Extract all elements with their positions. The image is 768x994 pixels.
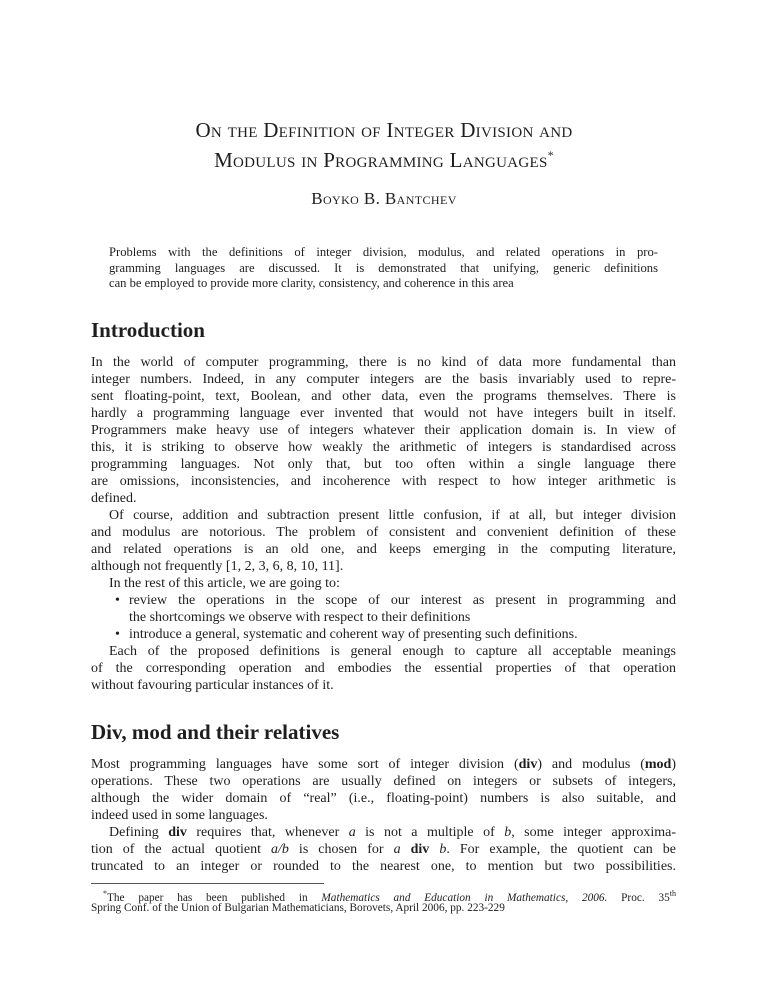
section-body-introduction <box>91 354 676 694</box>
text-run <box>429 842 439 857</box>
paragraph <box>91 354 676 507</box>
footnote-line <box>91 886 676 904</box>
text-line <box>91 524 676 541</box>
paragraph <box>91 575 676 592</box>
text-line <box>91 841 676 858</box>
text-run: Most programming languages have some sort of integer division ( <box>91 757 519 772</box>
section-heading-div-mod: Div, mod and their relatives <box>91 720 340 744</box>
text-line <box>91 660 676 677</box>
text-run: hardly a programming language ever invented that would not have integers built in itself. <box>91 406 676 421</box>
text-run: introduce a general, systematic and coherent way of presenting such definitions. <box>129 627 578 642</box>
text-run: although not frequently [1, 2, 3, 6, 8, 10, 11]. <box>91 559 344 574</box>
math-variable: a <box>348 825 356 840</box>
text-run <box>401 842 411 857</box>
paragraph <box>91 507 676 575</box>
text-line <box>91 541 676 558</box>
text-run: defined. <box>91 491 137 506</box>
text-line <box>109 261 658 277</box>
text-line <box>91 807 676 824</box>
footnote-proc: Proc. 35 <box>607 891 670 904</box>
title-footnote-mark[interactable]: * <box>547 148 554 162</box>
bold-term: div <box>168 825 187 840</box>
footnote-superscript: th <box>669 889 676 898</box>
text-run: , some integer approxima- <box>511 825 677 840</box>
text-line <box>91 371 676 388</box>
text-line <box>91 558 676 575</box>
footnote-mark: * <box>103 889 107 898</box>
text-run: Problems with the definitions of integer division, modulus, and related operations in pro- <box>109 245 658 259</box>
author: Boyko B. Bantchev <box>311 189 457 208</box>
text-run: is chosen for <box>288 842 394 857</box>
math-variable: a <box>393 842 401 857</box>
footnote <box>91 886 676 916</box>
text-run: gramming languages are discussed. It is demonstrated that unifying, generic definitions <box>109 260 658 275</box>
bold-term: mod <box>644 757 672 772</box>
text-run: Each of the proposed definitions is general enough to capture all acceptable meanings <box>109 644 676 659</box>
text-run: and related operations is an old one, and keeps emerging in the computing literature, <box>91 542 676 557</box>
text-run: and modulus are notorious. The problem of consistent and convenient definition of these <box>91 525 676 540</box>
title-line-2 <box>0 143 768 173</box>
text-run: without favouring particular instances of it. <box>91 678 334 693</box>
footnote-venue: Mathematics and Education in Mathematics, 2006. <box>321 891 608 904</box>
footnote-rule <box>91 883 324 884</box>
text-run: sent floating-point, text, Boolean, and other data, even the programs themselves. There is <box>91 389 676 404</box>
paragraph <box>91 643 676 694</box>
text-run: truncated to an integer or rounded to the nearest one, to mention but two possibilities. <box>91 859 676 874</box>
text-run: is not a multiple of <box>355 825 505 840</box>
text-run: Programmers make heavy use of integers whatever their application domain is. In view of <box>91 423 676 438</box>
abstract <box>109 245 658 292</box>
text-line <box>91 456 676 473</box>
text-line <box>91 643 676 660</box>
text-run: Of course, addition and subtraction present little confusion, if at all, but integer division <box>109 508 676 523</box>
text-line <box>109 276 658 292</box>
text-run: review the operations in the scope of our interest as present in programming and <box>129 593 676 608</box>
text-run: the shortcomings we observe with respect to their definitions <box>129 610 471 625</box>
text-line <box>91 490 676 507</box>
text-run: programming languages. Not only that, but too often within a single language there <box>91 457 676 472</box>
footnote-line: Spring Conf. of the Union of Bulgarian Mathematicians, Borovets, April 2006, pp. 223-229 <box>91 902 505 914</box>
text-line <box>91 575 676 592</box>
section-body-div-mod <box>91 756 676 875</box>
text-run: this, it is striking to observe how weakly the arithmetic of integers is standardised across <box>91 440 676 455</box>
paper-title <box>0 118 768 173</box>
text-run: ) <box>671 757 677 772</box>
bold-term: div <box>410 842 430 857</box>
paragraph <box>91 824 676 875</box>
section-heading-introduction: Introduction <box>91 318 205 342</box>
math-variable: a/b <box>271 842 289 857</box>
title-line-2-text: Modulus in Programming Languages <box>214 148 548 172</box>
text-line <box>91 439 676 456</box>
text-line <box>91 858 676 875</box>
text-line <box>129 592 676 609</box>
footnote-text: The paper has been published in <box>107 891 322 904</box>
text-line <box>91 677 676 694</box>
text-run: indeed used in some languages. <box>91 808 268 823</box>
bold-term: div <box>518 757 538 772</box>
text-run: of the corresponding operation and embodies the essential properties of that operation <box>91 661 676 676</box>
text-run: ) and modulus ( <box>537 757 645 772</box>
text-run: . For example, the quotient can be <box>446 842 677 857</box>
text-line <box>91 824 676 841</box>
text-run: In the world of computer programming, there is no kind of data more fundamental than <box>91 355 676 370</box>
text-run: can be employed to provide more clarity, consistency, and coherence in this area <box>109 276 514 290</box>
bullet-item <box>91 626 676 643</box>
text-run: are omissions, inconsistencies, and incoherence with respect to how integer arithmetic is <box>91 474 676 489</box>
math-variable: b <box>439 842 447 857</box>
text-line <box>91 756 676 773</box>
text-line <box>91 473 676 490</box>
text-line <box>91 773 676 790</box>
text-line <box>91 790 676 807</box>
paragraph <box>91 756 676 824</box>
text-line <box>91 354 676 371</box>
text-run: although the wider domain of “real” (i.e., floating-point) numbers is also suitable, and <box>91 791 676 806</box>
title-line-1: On the Definition of Integer Division and <box>195 118 573 142</box>
text-run: tion of the actual quotient <box>91 842 272 857</box>
text-line <box>91 388 676 405</box>
text-run: operations. These two operations are usually defined on integers or subsets of integers, <box>91 774 676 789</box>
text-line <box>91 422 676 439</box>
text-line <box>129 626 676 643</box>
text-line <box>129 609 676 626</box>
text-line <box>91 405 676 422</box>
math-variable: b <box>504 825 512 840</box>
text-line <box>109 245 658 261</box>
text-run: Defining <box>109 825 169 840</box>
text-run: integer numbers. Indeed, in any computer integers are the basis invariably used to repre- <box>91 372 676 387</box>
text-run: requires that, whenever <box>186 825 349 840</box>
text-run: In the rest of this article, we are going to: <box>109 576 340 591</box>
text-line <box>91 507 676 524</box>
bullet-item <box>91 592 676 626</box>
